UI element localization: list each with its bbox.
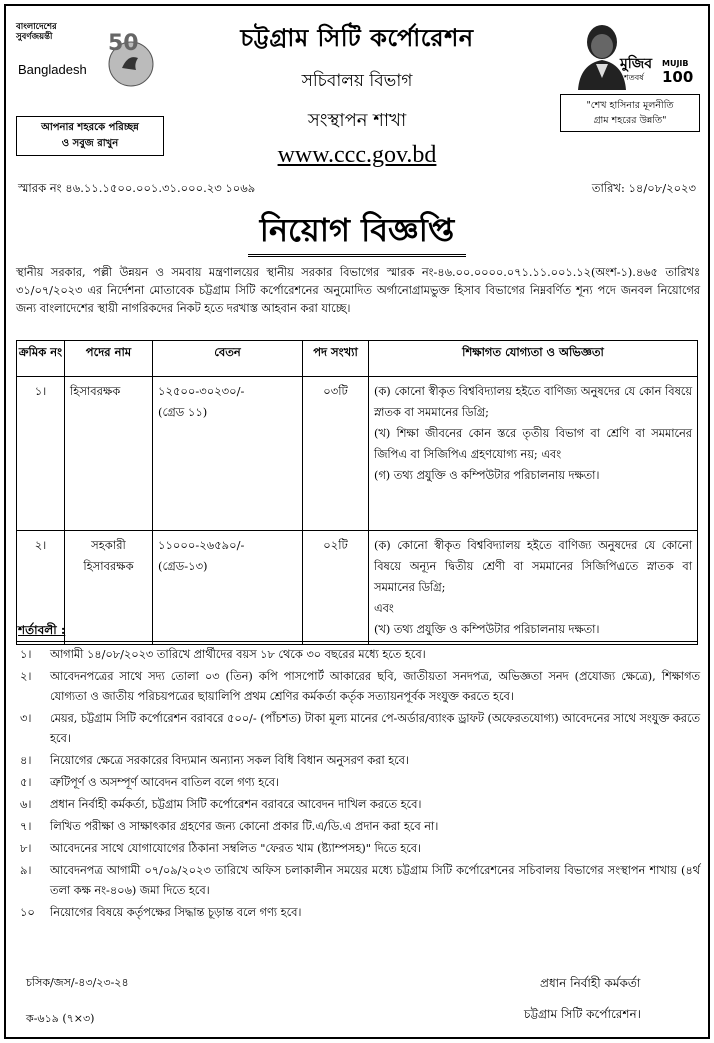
qualification-item: (ক) কোনো স্বীকৃত বিশ্ববিদ্যালয় হইতে বাণিজ্য অনুষদের যে কোনো বিষয়ে অন্যূন দ্বিতীয় শ্রেণী বা সমমানের সিজিপিএ্রতে স্নাতক বা সমমানের ডিগ্রি;	[374, 539, 692, 594]
col-serial: ক্রমিক নং	[17, 341, 65, 377]
table-row	[17, 531, 698, 645]
qualification-item: (ক) কোনো স্বীকৃত বিশ্ববিদ্যালয় হইতে বাণিজ্য অনুষদের যে কোন বিষয়ে স্নাতক বা সমমানের ডিগ্রি;	[374, 385, 692, 419]
term-number: ৫।	[20, 776, 32, 789]
term-text: নিয়োগের বিষয়ে কর্তৃপক্ষের সিদ্ধান্ত চূড়ান্ত বলে গণ্য হবে।	[50, 906, 302, 919]
posts-table	[16, 340, 698, 645]
table-row	[17, 377, 698, 531]
term-text: প্রধান নির্বাহী কর্মকর্তা, চট্টগ্রাম সিটি কর্পোরেশন বরাবরে আবেদন দাখিল করতে হবে।	[50, 798, 422, 811]
term-item	[16, 817, 700, 837]
mujib-mark-en: MUJIB	[662, 59, 689, 68]
term-number: ৯।	[20, 864, 32, 877]
col-salary: বেতন	[153, 341, 303, 377]
term-item	[16, 773, 700, 793]
term-text: আবেদনপত্র আগামী ০৭/০৯/২০২৩ তারিখে অফিস চলাকালীন সময়ের মধ্যে চট্টগ্রাম সিটি কর্পোরেশনের সচিবালয় বিভাগের সংস্থাপন শাখায় (৪র্থ তলা কক্ষ নং-৪০৬) জমা দিতে হবে।	[50, 864, 700, 897]
mujib-quote-box	[560, 94, 700, 132]
term-item	[16, 667, 700, 707]
quote-line1: "শেখ হাসিনার মূলনীতি	[586, 100, 674, 111]
department-title: সচিবালয় বিভাগ	[301, 71, 413, 91]
term-number: ৮।	[20, 842, 32, 855]
intro-paragraph: স্থানীয় সরকার, পল্লী উন্নয়ন ও সমবায় মন্ত্রণালয়ের স্থানীয় সরকার বিভাগের স্মারক নং-৪৬.০০.০০০০.০৭১.১১.০০১.১২(অংশ-১).৪৬৫ তারিখঃ ৩১/০৭/২০২৩ এর নির্দেশনা মোতাবেক চট্টগ্রাম সিটি কর্পোরেশনের অনুমোদিত অর্গানোগ্রামভুক্ত হিসাব বিভাগের নিম্নবর্ণিত শূন্য পদে জনবল নিয়োগের জন্য বাংলাদেশের স্থায়ী নাগরিকদের নিকট হতে দরখাস্ত আহবান করা যাচ্ছে।	[16, 266, 700, 315]
qualification-item: এবং	[374, 602, 394, 615]
salary-scale: ১১০০০-২৬৫৯০/-	[158, 538, 245, 552]
term-number: ১।	[20, 648, 32, 661]
qualification-item: (গ) তথ্য প্রযুক্তি ও কম্পিউটার পরিচালনায় দক্ষতা।	[374, 469, 600, 482]
jubilee-country: Bangladesh	[18, 62, 87, 77]
term-number: ২।	[20, 670, 32, 683]
terms-heading: শর্তাবলী :	[18, 623, 66, 637]
reference-code: চসিক/জস/-৪৩/২৩-২৪	[26, 976, 129, 989]
term-text: ত্রুটিপূর্ণ ও অসম্পূর্ণ আবেদন বাতিল বলে গণ্য হবে।	[50, 776, 280, 789]
terms-divider	[16, 641, 698, 642]
mujib-mark-num: 100	[662, 68, 694, 86]
print-job-code: ক-৬১৯ (৭×৩)	[26, 1012, 95, 1025]
row-salary	[153, 531, 303, 645]
salary-grade: (গ্রেড-১৩)	[158, 559, 208, 573]
term-text: মেয়র, চট্টগ্রাম সিটি কর্পোরেশন বরাবরে ৫০০/- (পাঁচশত) টাকা মূল্য মানের পে-অর্ডার/ব্যাংক ড্রাফট (অফেরতযোগ্য) আবেদনের সাথে সংযুক্ত করতে হবে।	[50, 712, 700, 745]
term-text: নিয়োগের ক্ষেত্রে সরকারের বিদ্যমান অন্যান্য সকল বিধি বিধান অনুসরণ করা হবে।	[50, 754, 409, 767]
row-serial: ১।	[17, 377, 65, 531]
row-count: ০৩টি	[303, 377, 369, 531]
row-serial: ২।	[17, 531, 65, 645]
term-text: আগামী ১৪/০৮/২০২৩ তারিখে প্রার্থীদের বয়স ১৮ থেকে ৩০ বছরের মধ্যে হতে হবে।	[50, 648, 426, 661]
term-item	[16, 903, 700, 923]
org-title: চট্টগ্রাম সিটি কর্পোরেশন	[240, 23, 474, 52]
term-text: আবেদনের সাথে যোগাযোগের ঠিকানা সম্বলিত "ফেরত খাম (ষ্ট্যাম্পসহ)" দিতে হবে।	[50, 842, 422, 855]
table-header-row	[17, 341, 698, 377]
salary-grade: (গ্রেড ১১)	[158, 405, 208, 419]
qualification-item: (খ) শিক্ষা জীবনের কোন স্তরে তৃতীয় বিভাগ বা শ্রেণি বা সমমানের জিপিএ বা সিজিপিএ গ্রহণযোগ্য নয়; এবং	[374, 427, 692, 461]
notice-date: তারিখ: ১৪/০৮/২০২৩	[591, 181, 696, 195]
terms-list	[16, 645, 700, 925]
mujib-mark-bn: মুজিব	[620, 56, 653, 72]
term-number: ১০	[20, 906, 35, 919]
mujib-centenary-logo	[560, 18, 700, 143]
term-text: লিখিত পরীক্ষা ও সাক্ষাৎকার গ্রহণের জন্য কোনো প্রকার টি.এ/ডি.এ প্রদান করা হবে না।	[50, 820, 439, 833]
term-item	[16, 861, 700, 901]
fifty-number: 50	[108, 31, 139, 56]
col-count: পদ সংখ্যা	[303, 341, 369, 377]
term-item	[16, 839, 700, 859]
salary-scale: ১২৫০০-৩০২৩০/-	[158, 384, 245, 398]
term-number: ৬।	[20, 798, 32, 811]
mujib-100-mark-icon	[618, 50, 694, 94]
website-link[interactable]: www.ccc.gov.bd	[277, 142, 437, 168]
jubilee-line2: সুবর্ণজয়ন্তী	[16, 32, 53, 42]
quote-line2: গ্রাম শহরের উন্নতি"	[593, 115, 667, 126]
term-text: আবেদনপত্রের সাথে সদ্য তোলা ০৩ (তিন) কপি পাসপোর্ট আকারের ছবি, জাতীয়তা সনদপত্র, অভিজ্ঞতা সনদ (প্রযোজ্য ক্ষেত্রে), শিক্ষাগত যোগ্যতা ও জাতীয় পরিচয়পত্রের ছায়ালিপি প্রথম শ্রেণির কর্মকর্তা কর্তৃক সত্যায়নপূর্বক সংযুক্ত করতে হবে।	[50, 670, 700, 703]
term-item	[16, 751, 700, 771]
notice-title: নিয়োগ বিজ্ঞপ্তি	[248, 205, 466, 257]
jubilee-line1: বাংলাদেশের	[16, 22, 57, 32]
mujib-mark-sub: শতবর্ষ	[624, 73, 644, 82]
col-qualification: শিক্ষাগত যোগ্যতা ও অভিজ্ঞতা	[369, 341, 698, 377]
term-item	[16, 795, 700, 815]
col-post: পদের নাম	[65, 341, 153, 377]
row-salary	[153, 377, 303, 531]
signatory-org: চট্টগ্রাম সিটি কর্পোরেশন।	[524, 1007, 641, 1021]
term-number: ৪।	[20, 754, 32, 767]
row-qualification	[369, 377, 698, 531]
memo-number: স্মারক নং ৪৬.১১.১৫০০.০০১.৩১.০০০.২৩ ১০৬৯	[18, 181, 256, 195]
qualification-item: (খ) তথ্য প্রযুক্তি ও কম্পিউটার পরিচালনায় দক্ষতা।	[374, 623, 600, 636]
term-item	[16, 709, 700, 749]
row-count: ০২টি	[303, 531, 369, 645]
row-post: সহকারী হিসাবরক্ষক	[65, 531, 153, 645]
row-qualification	[369, 531, 698, 645]
row-post: হিসাবরক্ষক	[65, 377, 153, 531]
signatory-title: প্রধান নির্বাহী কর্মকর্তা	[540, 976, 641, 990]
slogan-line2: ও সবুজ রাখুন	[61, 138, 119, 149]
term-number: ৩।	[20, 712, 32, 725]
term-number: ৭।	[20, 820, 32, 833]
branch-title: সংস্থাপন শাখা	[307, 110, 407, 131]
slogan-line1: আপনার শহরকে পরিচ্ছন্ন	[41, 122, 139, 133]
term-item	[16, 645, 700, 665]
